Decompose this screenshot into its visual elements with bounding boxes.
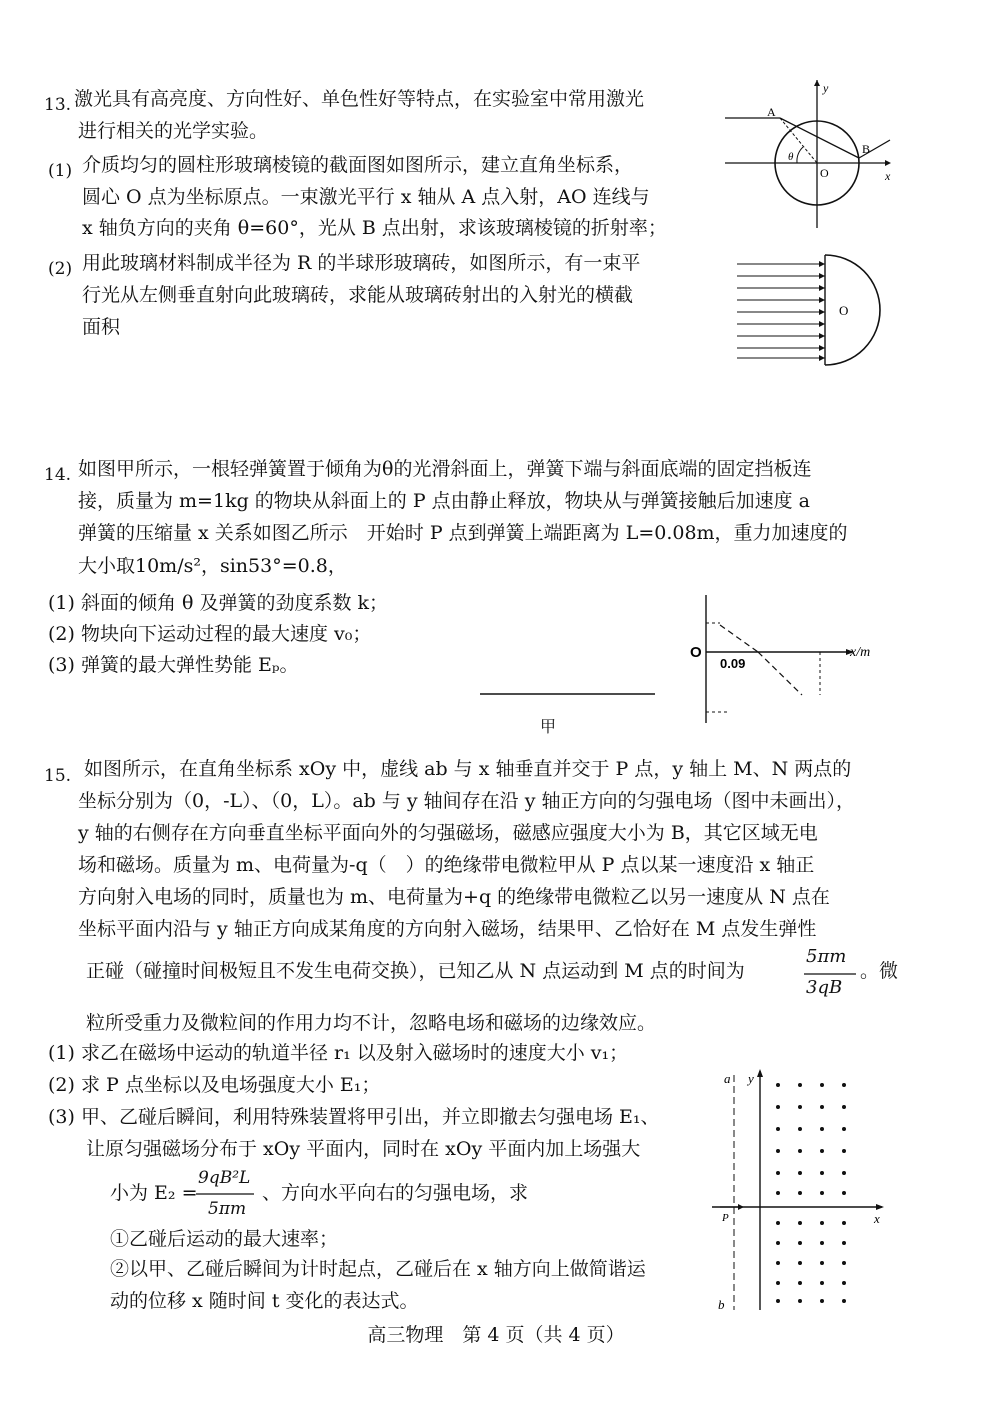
q15-stem-line6: 坐标平面内沿与 y 轴正方向成某角度的方向射入磁场，结果甲、乙恰好在 M 点发生弹性 xyxy=(78,918,817,940)
q15-stem-line3: y 轴的右侧存在方向垂直坐标平面向外的匀强磁场，磁感应强度大小为 B，其它区域无电 xyxy=(78,822,818,844)
q15-stem-line2: 坐标分别为（0，-L）、（0，L）。ab 与 y 轴间存在沿 y 轴正方向的匀强电场（图中未画出）， xyxy=(78,790,855,812)
q15-stem-line5: 方向射入电场的同时，质量也为 m、电荷量为+q 的绝缘带电微粒乙以另一速度从 N 点在 xyxy=(78,886,830,908)
q13-part2-line2: 行光从左侧垂直射向此玻璃砖，求能从玻璃砖射出的入射光的横截 xyxy=(82,284,634,306)
q13-circle-prism-figure xyxy=(725,80,895,230)
page-footer: 高三物理 第 4 页（共 4 页） xyxy=(367,1324,625,1346)
q13-part2-line1: 用此玻璃材料制成半径为 R 的半球形玻璃砖，如图所示，有一束平 xyxy=(82,252,641,274)
q15-stem-line7-end: 。微 xyxy=(860,960,899,982)
q15-stem-line4: 场和磁场。质量为 m、电荷量为-q（ ）的绝缘带电微粒甲从 P 点以某一速度沿 x 轴正 xyxy=(78,854,815,876)
q13-part1-line3: x 轴负方向的夹角 θ=60°，光从 B 点出射，求该玻璃棱镜的折射率； xyxy=(82,217,667,239)
q15-sub3-part-a: ①乙碰后运动的最大速率； xyxy=(110,1228,339,1250)
q15-sub3-line2: 让原匀强磁场分布于 xOy 平面内，同时在 xOy 平面内加上场强大 xyxy=(86,1138,641,1160)
q15-fig-label-a: a xyxy=(724,1071,731,1086)
q13-stem-line1: 激光具有高亮度、方向性好、单色性好等特点，在实验室中常用激光 xyxy=(74,88,645,110)
q15-sub3-e2-suffix: 、方向水平向右的匀强电场，求 xyxy=(262,1182,529,1204)
q15-time-fraction-numerator: 5πm xyxy=(806,946,847,967)
q13-fig1-label-a: A xyxy=(767,105,776,119)
q14-number: 14. xyxy=(44,465,72,485)
q13-fig1-label-o: O xyxy=(820,166,829,180)
q15-stem-line7: 正碰（碰撞时间极短且不发生电荷交换），已知乙从 N 点运动到 M 点的时间为 xyxy=(86,960,745,982)
q15-fig-label-b: b xyxy=(718,1297,725,1312)
q14-graph-tick: 0.09 xyxy=(720,656,746,671)
q15-sub2: (2) 求 P 点坐标以及电场强度大小 E₁； xyxy=(48,1074,381,1096)
q13-hemisphere-figure xyxy=(735,250,875,370)
q14-stem-line1: 如图甲所示，一根轻弹簧置于倾角为θ的光滑斜面上，弹簧下端与斜面底端的固定挡板连 xyxy=(78,458,812,480)
q14-graph-origin: O xyxy=(690,644,702,661)
q14-stem-line2: 接，质量为 m=1kg 的物块从斜面上的 P 点由静止释放，物块从与弹簧接触后加速度 a xyxy=(78,490,811,512)
q13-part1-line2: 圆心 O 点为坐标原点。一束激光平行 x 轴从 A 点入射，AO 连线与 xyxy=(82,186,650,208)
q14-figure-jia-label: 甲 xyxy=(540,717,557,736)
q13-part2-number: (2) xyxy=(48,259,73,279)
q13-fig1-label-y: y xyxy=(823,81,829,95)
q13-fig1-label-x: x xyxy=(885,169,891,183)
q14-figure-jia xyxy=(470,690,660,700)
q15-sub3-e2-prefix: 小为 E₂ = xyxy=(110,1182,198,1204)
q15-sub3-line1: (3) 甲、乙碰后瞬间，利用特殊装置将甲引出，并立即撤去匀强电场 E₁、 xyxy=(48,1106,660,1128)
q13-part1-line1: 介质均匀的圆柱形玻璃棱镜的截面图如图所示，建立直角坐标系， xyxy=(82,154,634,176)
q15-field-figure xyxy=(712,1065,892,1315)
q14-stem-line4: 大小取10m/s²，sin53°=0.8， xyxy=(78,555,347,577)
q15-stem-line8: 粒所受重力及微粒间的作用力均不计，忽略电场和磁场的边缘效应。 xyxy=(86,1012,657,1034)
q14-sub2: (2) 物块向下运动过程的最大速度 v₀； xyxy=(48,623,372,645)
q15-sub3-part-b-line1: ②以甲、乙碰后瞬间为计时起点，乙碰后在 x 轴方向上做简谐运 xyxy=(110,1258,646,1280)
q15-stem-line1: 如图所示，在直角坐标系 xOy 中，虚线 ab 与 x 轴垂直并交于 P 点，y 轴上 M、N 两点的 xyxy=(84,758,852,780)
q14-sub1: (1) 斜面的倾角 θ 及弹簧的劲度系数 k； xyxy=(48,592,389,614)
q13-part2-line3: 面积 xyxy=(82,316,121,338)
q13-fig2-label-o: O xyxy=(839,303,849,318)
q15-e2-denominator: 5πm xyxy=(208,1199,247,1219)
q15-time-fraction-denominator: 3qB xyxy=(806,977,843,998)
q13-fig1-label-theta: θ xyxy=(788,151,794,163)
q13-number: 13. xyxy=(44,95,72,115)
q15-fig-label-p: P xyxy=(722,1212,729,1224)
q15-fig-label-x: x xyxy=(874,1211,880,1226)
q15-fig-label-y: y xyxy=(748,1071,754,1086)
q15-e2-numerator: 9qB²L xyxy=(198,1168,251,1188)
q13-stem-line2: 进行相关的光学实验。 xyxy=(78,120,269,142)
q14-stem-line3: 弹簧的压缩量 x 关系如图乙所示 开始时 P 点到弹簧上端距离为 L=0.08m，重力加速度的 xyxy=(78,522,848,544)
q15-sub3-part-b-line2: 动的位移 x 随时间 t 变化的表达式。 xyxy=(110,1290,419,1312)
q15-number: 15. xyxy=(44,766,72,786)
q14-graph-xaxis: x/m xyxy=(850,645,871,660)
q14-sub3: (3) 弹簧的最大弹性势能 Eₚ。 xyxy=(48,654,299,676)
q15-sub1: (1) 求乙在磁场中运动的轨道半径 r₁ 以及射入磁场时的速度大小 v₁； xyxy=(48,1042,629,1064)
q14-graph-yi xyxy=(690,595,890,725)
q13-fig1-label-b: B xyxy=(862,142,871,156)
q13-part1-number: (1) xyxy=(48,161,73,181)
